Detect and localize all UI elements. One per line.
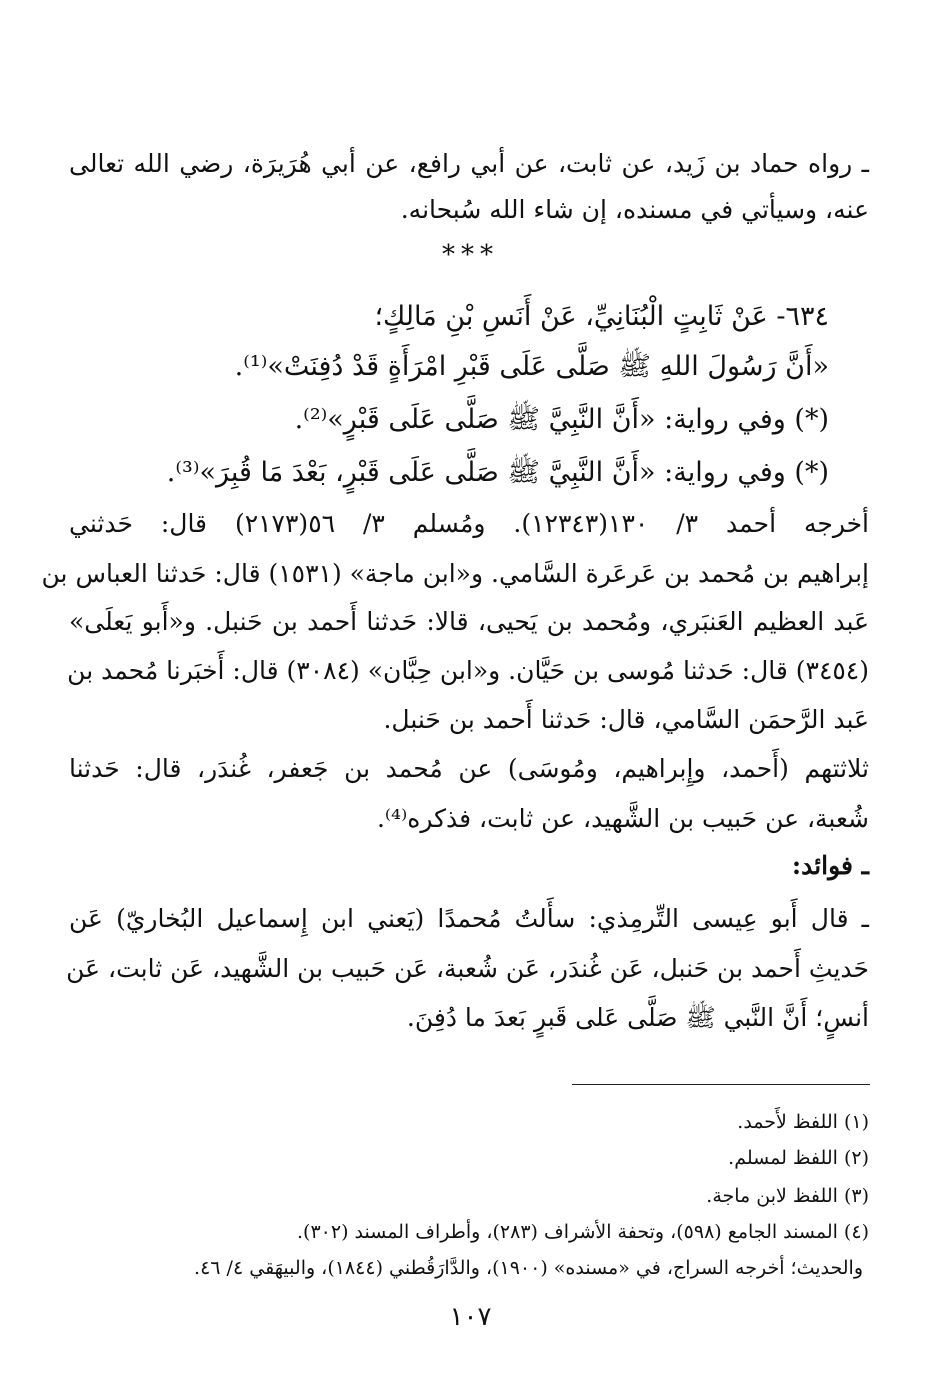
hadith-line-1: ٦٣٤- عَنْ ثَابِتٍ الْبُنَانِيِّ، عَنْ أَنَسِ بْنِ مَالِكٍ؛ (374, 301, 829, 332)
takhrij-line-1: أخرجه أحمد ٣/ ١٣٠(١٢٣٤٣). ومُسلم ٣/ ٥٦(٢١٧٣) قال: حَدثني (69, 509, 870, 538)
benefits-line-2: حَديثِ أَحمد بن حَنبل، عَن غُندَر، عَن شُعبة، عَن حَبيب بن الشَّهيد، عَن ثابت، عَن (66, 954, 869, 983)
intro-line-1: ـ رواه حماد بن زَيد، عن ثابت، عن أبي رافع، عن أبي هُرَيرَة، رضي الله تعالى (69, 149, 869, 178)
intro-line-2: عنه، وسيأتي في مسنده، إن شاء الله سُبحانه. (400, 195, 869, 224)
takhrij-line-3: عَبد العظيم العَنبَري، ومُحمد بن يَحيى، قالا: حَدثنا أَحمد بن حَنبل. و«أَبو يَعلَى» (69, 607, 869, 636)
footnote-2: (٢) اللفظ لمسلم. (728, 1147, 869, 1169)
benefits-heading: ـ فوائد: (791, 851, 869, 880)
takhrij-line-2: إبراهيم بن مُحمد بن عَرعَرة السَّامي. و«ابن ماجة» (١٥٣١) قال: حَدثنا العباس بن (41, 559, 869, 588)
hadith-line-4: (*) وفي رواية: «أَنَّ النَّبِيَّ ﷺ صَلَّى عَلَى قَبْرٍ، بَعْدَ مَا قُبِرَ»⁽³⁾. (166, 457, 829, 488)
footnote-4: (٤) المسند الجامع (٥٩٨)، وتحفة الأشراف (٢٨٣)، وأطراف المسند (٣٠٢). (297, 1221, 869, 1243)
footnote-divider (572, 1084, 870, 1085)
footnote-4-continued: والحديث؛ أخرجه السراج، في «مسنده» (١٩٠٠)، والدَّارَقُطني (١٨٤٤)، والبيهَقي ٤/ ٤٦. (194, 1257, 863, 1279)
benefits-line-1: ـ قال أَبو عِيسى التِّرمِذي: سأَلتُ مُحمدًا (يَعني ابن إِسماعيل البُخاريّ) عَن (69, 904, 869, 933)
benefits-line-3: أنسٍ؛ أَنَّ النَّبي ﷺ صَلَّى عَلى قَبرٍ بَعدَ ما دُفِنَ. (406, 1003, 869, 1032)
footnote-1: (١) اللفظ لأَحمد. (737, 1111, 869, 1133)
chain-line-2: شُعبة، عن حَبيب بن الشَّهيد، عن ثابت، فذكره⁽⁴⁾. (376, 804, 869, 833)
section-separator: *** (442, 240, 499, 270)
chain-line-1: ثلاثتهم (أَحمد، وإِبراهيم، ومُوسَى) عن مُحمد بن جَعفر، غُندَر، قال: حَدثنا (69, 754, 869, 783)
page-number: ١٠٧ (449, 1302, 492, 1332)
hadith-line-3: (*) وفي رواية: «أَنَّ النَّبِيَّ ﷺ صَلَّى عَلَى قَبْرٍ»⁽²⁾. (294, 404, 829, 435)
takhrij-line-5: عَبد الرَّحمَن السَّامي، قال: حَدثنا أَحمد بن حَنبل. (383, 705, 869, 734)
hadith-line-2: «أَنَّ رَسُولَ اللهِ ﷺ صَلَّى عَلَى قَبْرِ امْرَأَةٍ قَدْ دُفِنَتْ»⁽¹⁾. (234, 351, 829, 382)
takhrij-line-4: (٣٤٥٤) قال: حَدثنا مُوسى بن حَيَّان. و«ابن حِبَّان» (٣٠٨٤) قال: أَخبَرنا مُحمد بن (67, 656, 869, 685)
footnote-3: (٣) اللفظ لابن ماجة. (706, 1185, 869, 1207)
